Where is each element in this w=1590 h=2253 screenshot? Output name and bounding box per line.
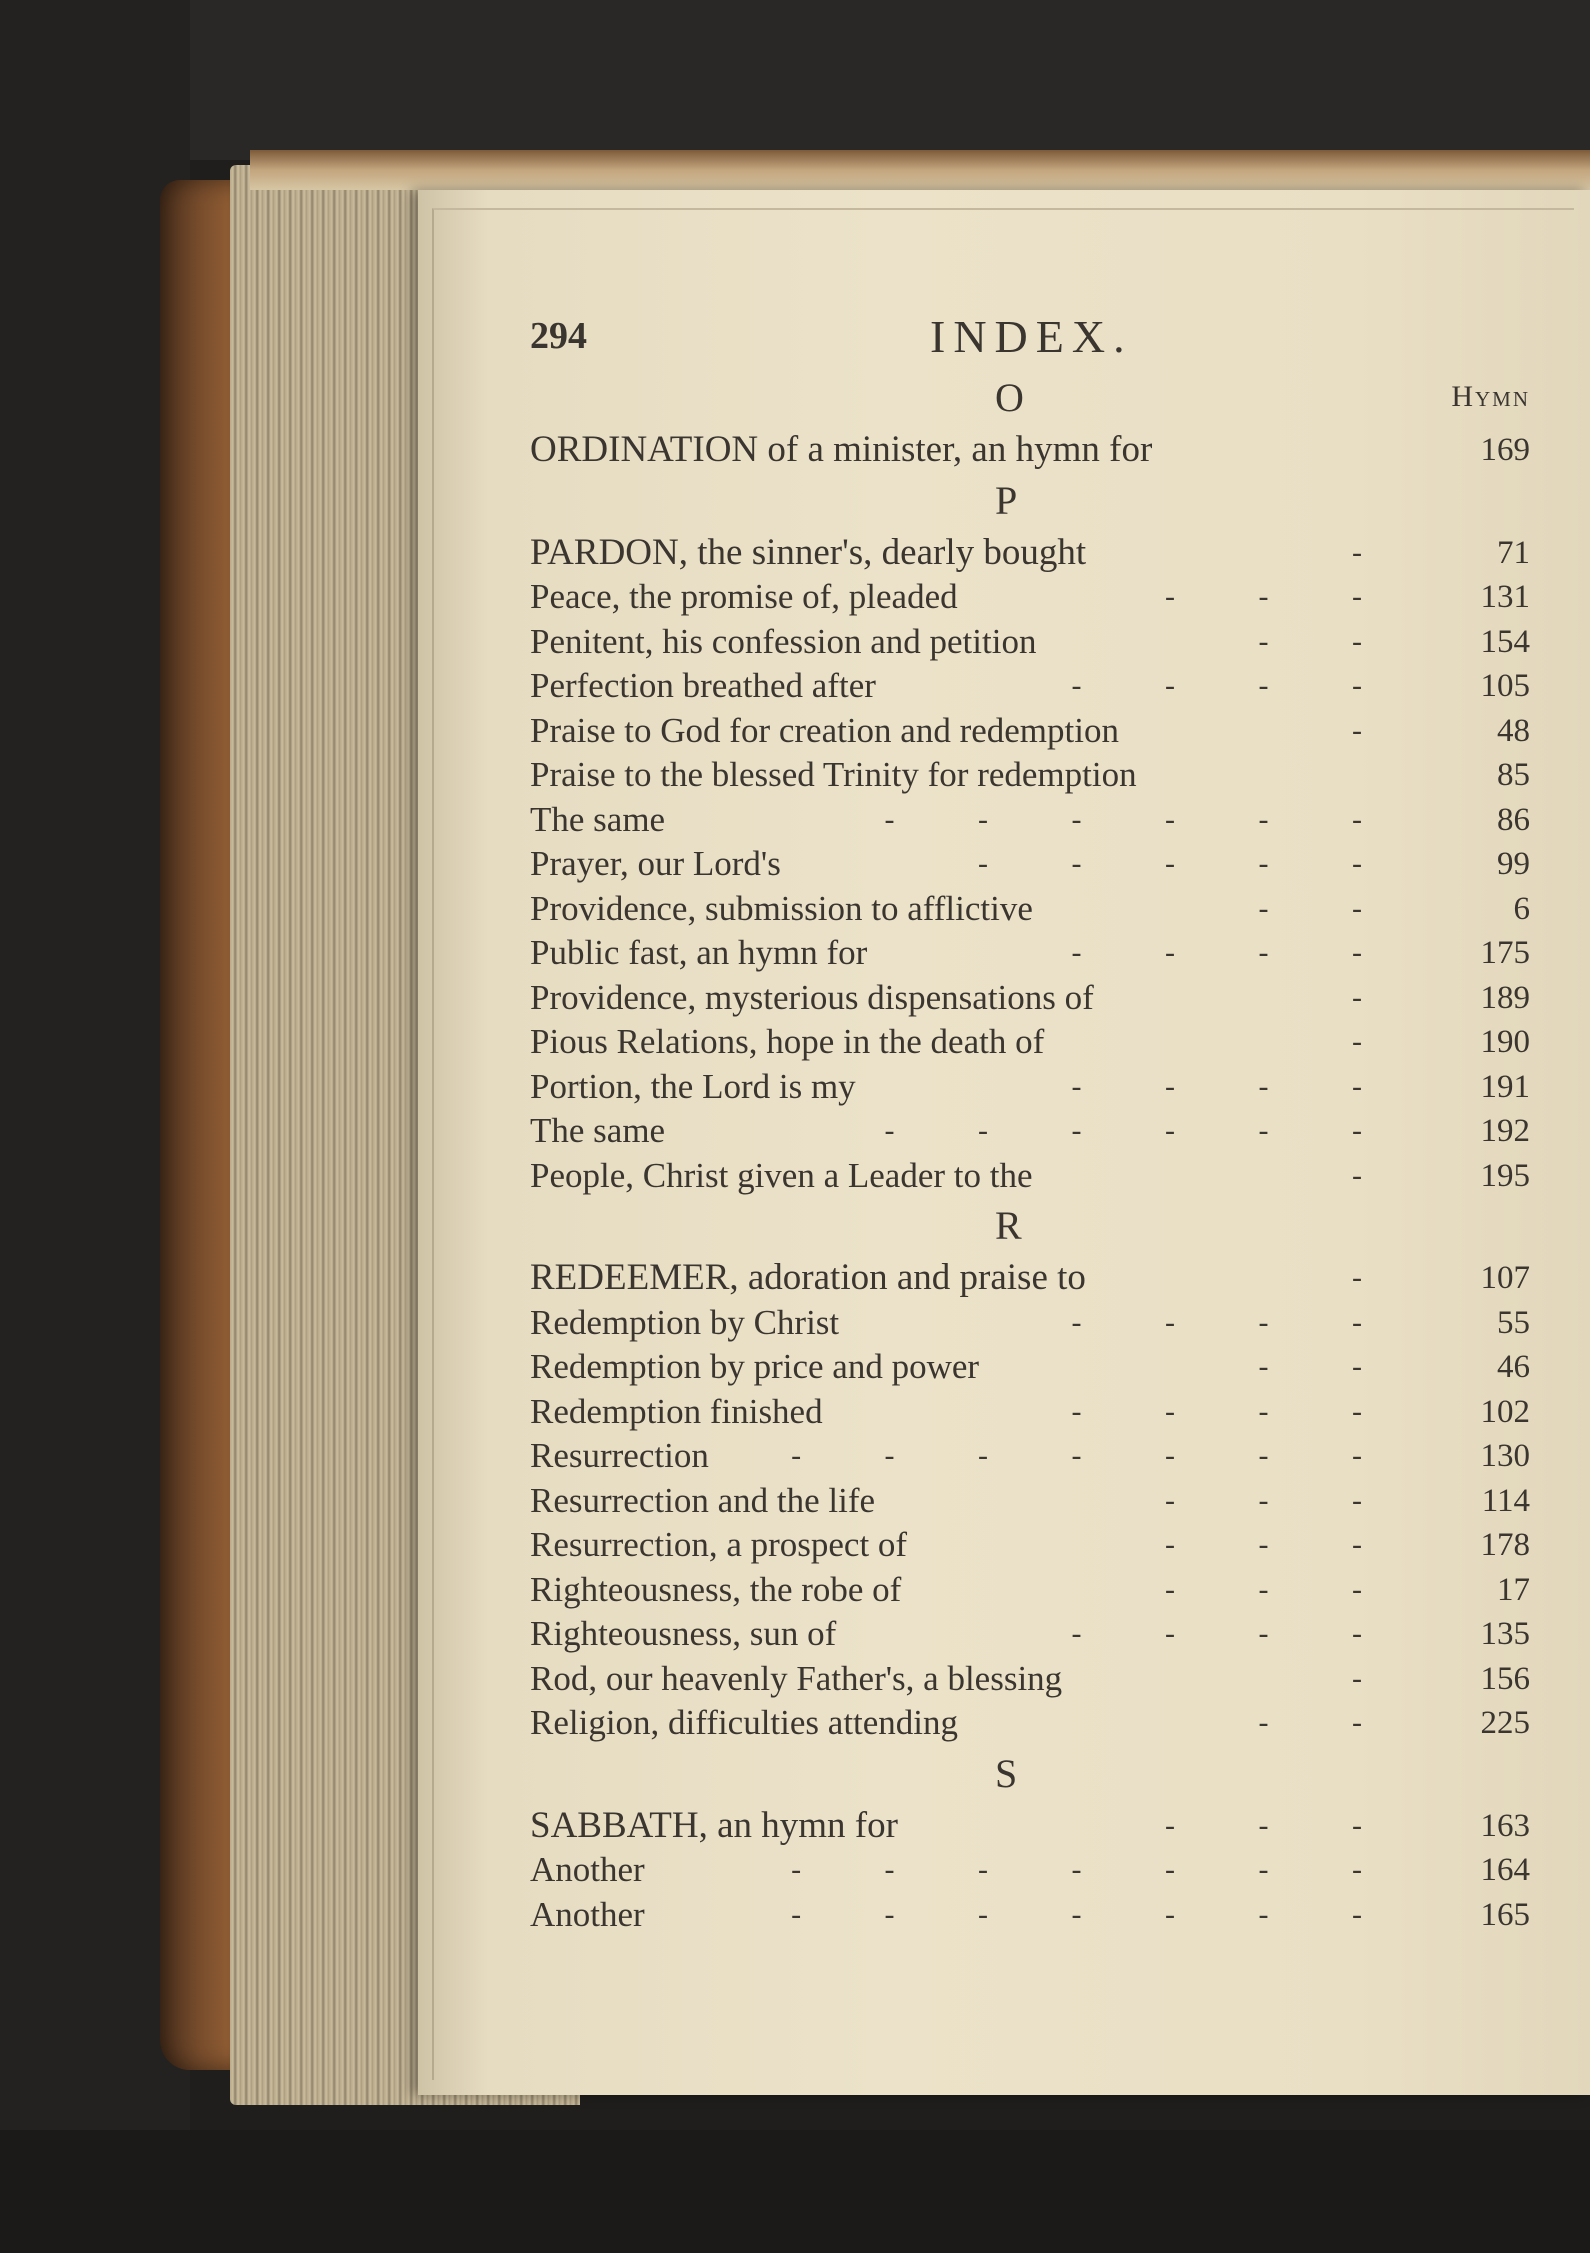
index-entry <box>530 1256 1530 1301</box>
page-title: INDEX. <box>930 311 1133 362</box>
entry-title: Resurrection, a prospect of <box>530 1525 908 1564</box>
leader-dashes: - - - <box>1165 1528 1400 1561</box>
entry-title: The same <box>530 799 666 839</box>
index-entry <box>530 664 1530 709</box>
entry-title: Pious Relations, hope in the death of <box>530 1022 1045 1061</box>
index-entry <box>530 1479 1530 1524</box>
entry-title: The same <box>530 1111 666 1150</box>
index-entry <box>530 1657 1530 1702</box>
section-letter: O <box>995 375 1024 420</box>
entry-title: People, Christ given a Leader to the <box>530 1155 1033 1195</box>
index-entry <box>530 1345 1530 1390</box>
entry-title: ORDINATION of a minister, an hymn for <box>530 429 1153 470</box>
entry-title: Rod, our heavenly Father's, a blessing <box>530 1658 1063 1698</box>
hymn-number: 165 <box>1480 1896 1530 1933</box>
hymn-number: 189 <box>1480 979 1530 1016</box>
leader-dashes: - - - <box>1165 1483 1400 1517</box>
section-letter: S <box>995 1750 1018 1796</box>
leader-dashes: - - - - <box>1071 669 1400 702</box>
leader-dashes: - - - - - - - <box>791 1853 1400 1886</box>
leader-dashes: - <box>1352 535 1400 569</box>
leader-dashes: - - - <box>1165 1808 1400 1842</box>
entry-title: Righteousness, the robe of <box>530 1569 902 1609</box>
hymn-number: 169 <box>1480 432 1530 468</box>
hymn-number: 154 <box>1480 623 1530 660</box>
index-section <box>530 473 1530 1199</box>
index-content <box>530 310 1530 1937</box>
index-entry <box>530 1154 1530 1199</box>
hymn-number: 164 <box>1480 1852 1530 1888</box>
leader-dashes: - <box>1352 1661 1400 1695</box>
hymn-number: 131 <box>1480 579 1530 615</box>
entry-title: Praise to the blessed Trinity for redemption <box>530 755 1137 794</box>
leader-dashes: - - - - <box>1071 1305 1400 1339</box>
page-number: 294 <box>530 315 587 357</box>
hymn-number: 156 <box>1480 1660 1530 1697</box>
entry-title: REDEEMER, adoration and praise to <box>530 1257 1086 1298</box>
entry-title: Prayer, our Lord's <box>530 844 781 883</box>
index-entry <box>530 753 1530 798</box>
index-entry <box>530 428 1530 473</box>
leader-dashes: - - - - - <box>978 847 1400 880</box>
hymn-number: 190 <box>1480 1024 1530 1060</box>
leader-dashes: - - - - <box>1071 1069 1400 1103</box>
leader-dashes: - <box>1352 713 1400 747</box>
hymn-number: 17 <box>1497 1571 1530 1608</box>
index-entry <box>530 620 1530 665</box>
entry-title: SABBATH, an hymn for <box>530 1804 898 1846</box>
entry-title: Righteousness, sun of <box>530 1614 837 1653</box>
index-entry <box>530 709 1530 754</box>
entry-title: Peace, the promise of, pleaded <box>530 577 958 616</box>
hymn-number: 71 <box>1497 534 1530 571</box>
leader-dashes: - - - <box>1165 1572 1400 1606</box>
index-entry <box>530 1020 1530 1065</box>
hymn-number: 99 <box>1497 846 1530 882</box>
section-letter-row <box>530 1746 1530 1804</box>
entry-title: Providence, submission to afflictive <box>530 888 1033 928</box>
hymn-number: 6 <box>1513 890 1530 927</box>
index-entry <box>530 1804 1530 1849</box>
hymn-number: 46 <box>1497 1349 1530 1385</box>
leader-dashes: - - - - <box>1071 936 1400 969</box>
hymn-number: 130 <box>1480 1438 1530 1474</box>
index-entry <box>530 1109 1530 1154</box>
index-entry <box>530 1568 1530 1613</box>
index-entry <box>530 1612 1530 1657</box>
index-section <box>530 1198 1530 1746</box>
entry-title: Resurrection and the life <box>530 1480 876 1520</box>
index-section <box>530 370 1530 473</box>
leader-dashes: - <box>1352 1025 1400 1058</box>
index-entry <box>530 531 1530 576</box>
hymn-number: 102 <box>1480 1393 1530 1430</box>
entry-title: Providence, mysterious dispensations of <box>530 977 1094 1017</box>
leader-dashes: - - - - <box>1071 1394 1400 1428</box>
leader-dashes: - - - - - - <box>884 1114 1400 1147</box>
background-top <box>0 0 1590 160</box>
entry-title: Redemption by Christ <box>530 1302 840 1342</box>
hymn-number: 225 <box>1480 1705 1530 1741</box>
index-entry <box>530 1701 1530 1746</box>
section-letter: R <box>995 1203 1022 1248</box>
leader-dashes: - <box>1352 980 1400 1014</box>
leader-dashes: - <box>1352 1158 1400 1192</box>
hymn-number: 105 <box>1480 668 1530 704</box>
hymn-number: 85 <box>1497 757 1530 793</box>
entry-title: Perfection breathed after <box>530 666 876 705</box>
section-letter-row <box>530 473 1530 531</box>
hymn-number: 55 <box>1497 1304 1530 1341</box>
leader-dashes: - - - - - - <box>884 802 1400 836</box>
hymn-column-label: Hymn <box>1451 380 1530 413</box>
section-letter-row <box>530 370 1530 428</box>
index-entry <box>530 798 1530 843</box>
entry-title: Resurrection <box>530 1436 709 1475</box>
leader-dashes: - - - - - - - <box>791 1439 1400 1472</box>
hymn-number: 114 <box>1481 1482 1530 1519</box>
index-entry <box>530 1390 1530 1435</box>
index-entry <box>530 1848 1530 1893</box>
leader-dashes: - - <box>1258 891 1400 925</box>
section-letter: P <box>995 477 1018 523</box>
entry-title: Another <box>530 1894 645 1934</box>
hymn-number: 135 <box>1480 1616 1530 1652</box>
hymn-number: 163 <box>1480 1807 1530 1844</box>
index-entry <box>530 887 1530 932</box>
index-entry <box>530 1523 1530 1568</box>
leader-dashes: - - - - <box>1071 1617 1400 1650</box>
index-entry <box>530 1893 1530 1938</box>
index-sections <box>530 370 1530 1937</box>
index-entry <box>530 1434 1530 1479</box>
leader-dashes: - <box>1352 1261 1400 1294</box>
index-entry <box>530 842 1530 887</box>
hymn-number: 107 <box>1480 1260 1530 1296</box>
leader-dashes: - - <box>1258 624 1400 658</box>
entry-title: Redemption finished <box>530 1391 823 1431</box>
entry-title: PARDON, the sinner's, dearly bought <box>530 531 1087 573</box>
entry-title: Praise to God for creation and redemption <box>530 710 1119 750</box>
hymn-number: 178 <box>1480 1527 1530 1563</box>
index-entry <box>530 1065 1530 1110</box>
index-entry <box>530 575 1530 620</box>
page-header <box>530 310 1530 370</box>
index-entry <box>530 931 1530 976</box>
hymn-number: 192 <box>1480 1113 1530 1149</box>
section-letter-row <box>530 1198 1530 1256</box>
index-section <box>530 1746 1530 1938</box>
leader-dashes: - - - - - - - <box>791 1897 1400 1931</box>
entry-title: Portion, the Lord is my <box>530 1066 856 1106</box>
book-top-edge <box>250 150 1590 190</box>
entry-title: Public fast, an hymn for <box>530 933 868 972</box>
background-bottom <box>0 2130 1590 2253</box>
index-entry <box>530 1301 1530 1346</box>
entry-title: Another <box>530 1850 645 1889</box>
hymn-number: 86 <box>1497 801 1530 838</box>
hymn-number: 195 <box>1480 1157 1530 1194</box>
hymn-number: 175 <box>1480 935 1530 971</box>
hymn-number: 191 <box>1480 1068 1530 1105</box>
entry-title: Religion, difficulties attending <box>530 1703 959 1742</box>
leader-dashes: - - <box>1258 1350 1400 1383</box>
entry-title: Penitent, his confession and petition <box>530 621 1037 661</box>
index-entry <box>530 976 1530 1021</box>
entry-title: Redemption by price and power <box>530 1347 980 1386</box>
leader-dashes: - - - <box>1165 580 1400 613</box>
hymn-number: 48 <box>1497 712 1530 749</box>
leader-dashes: - - <box>1258 1706 1400 1739</box>
